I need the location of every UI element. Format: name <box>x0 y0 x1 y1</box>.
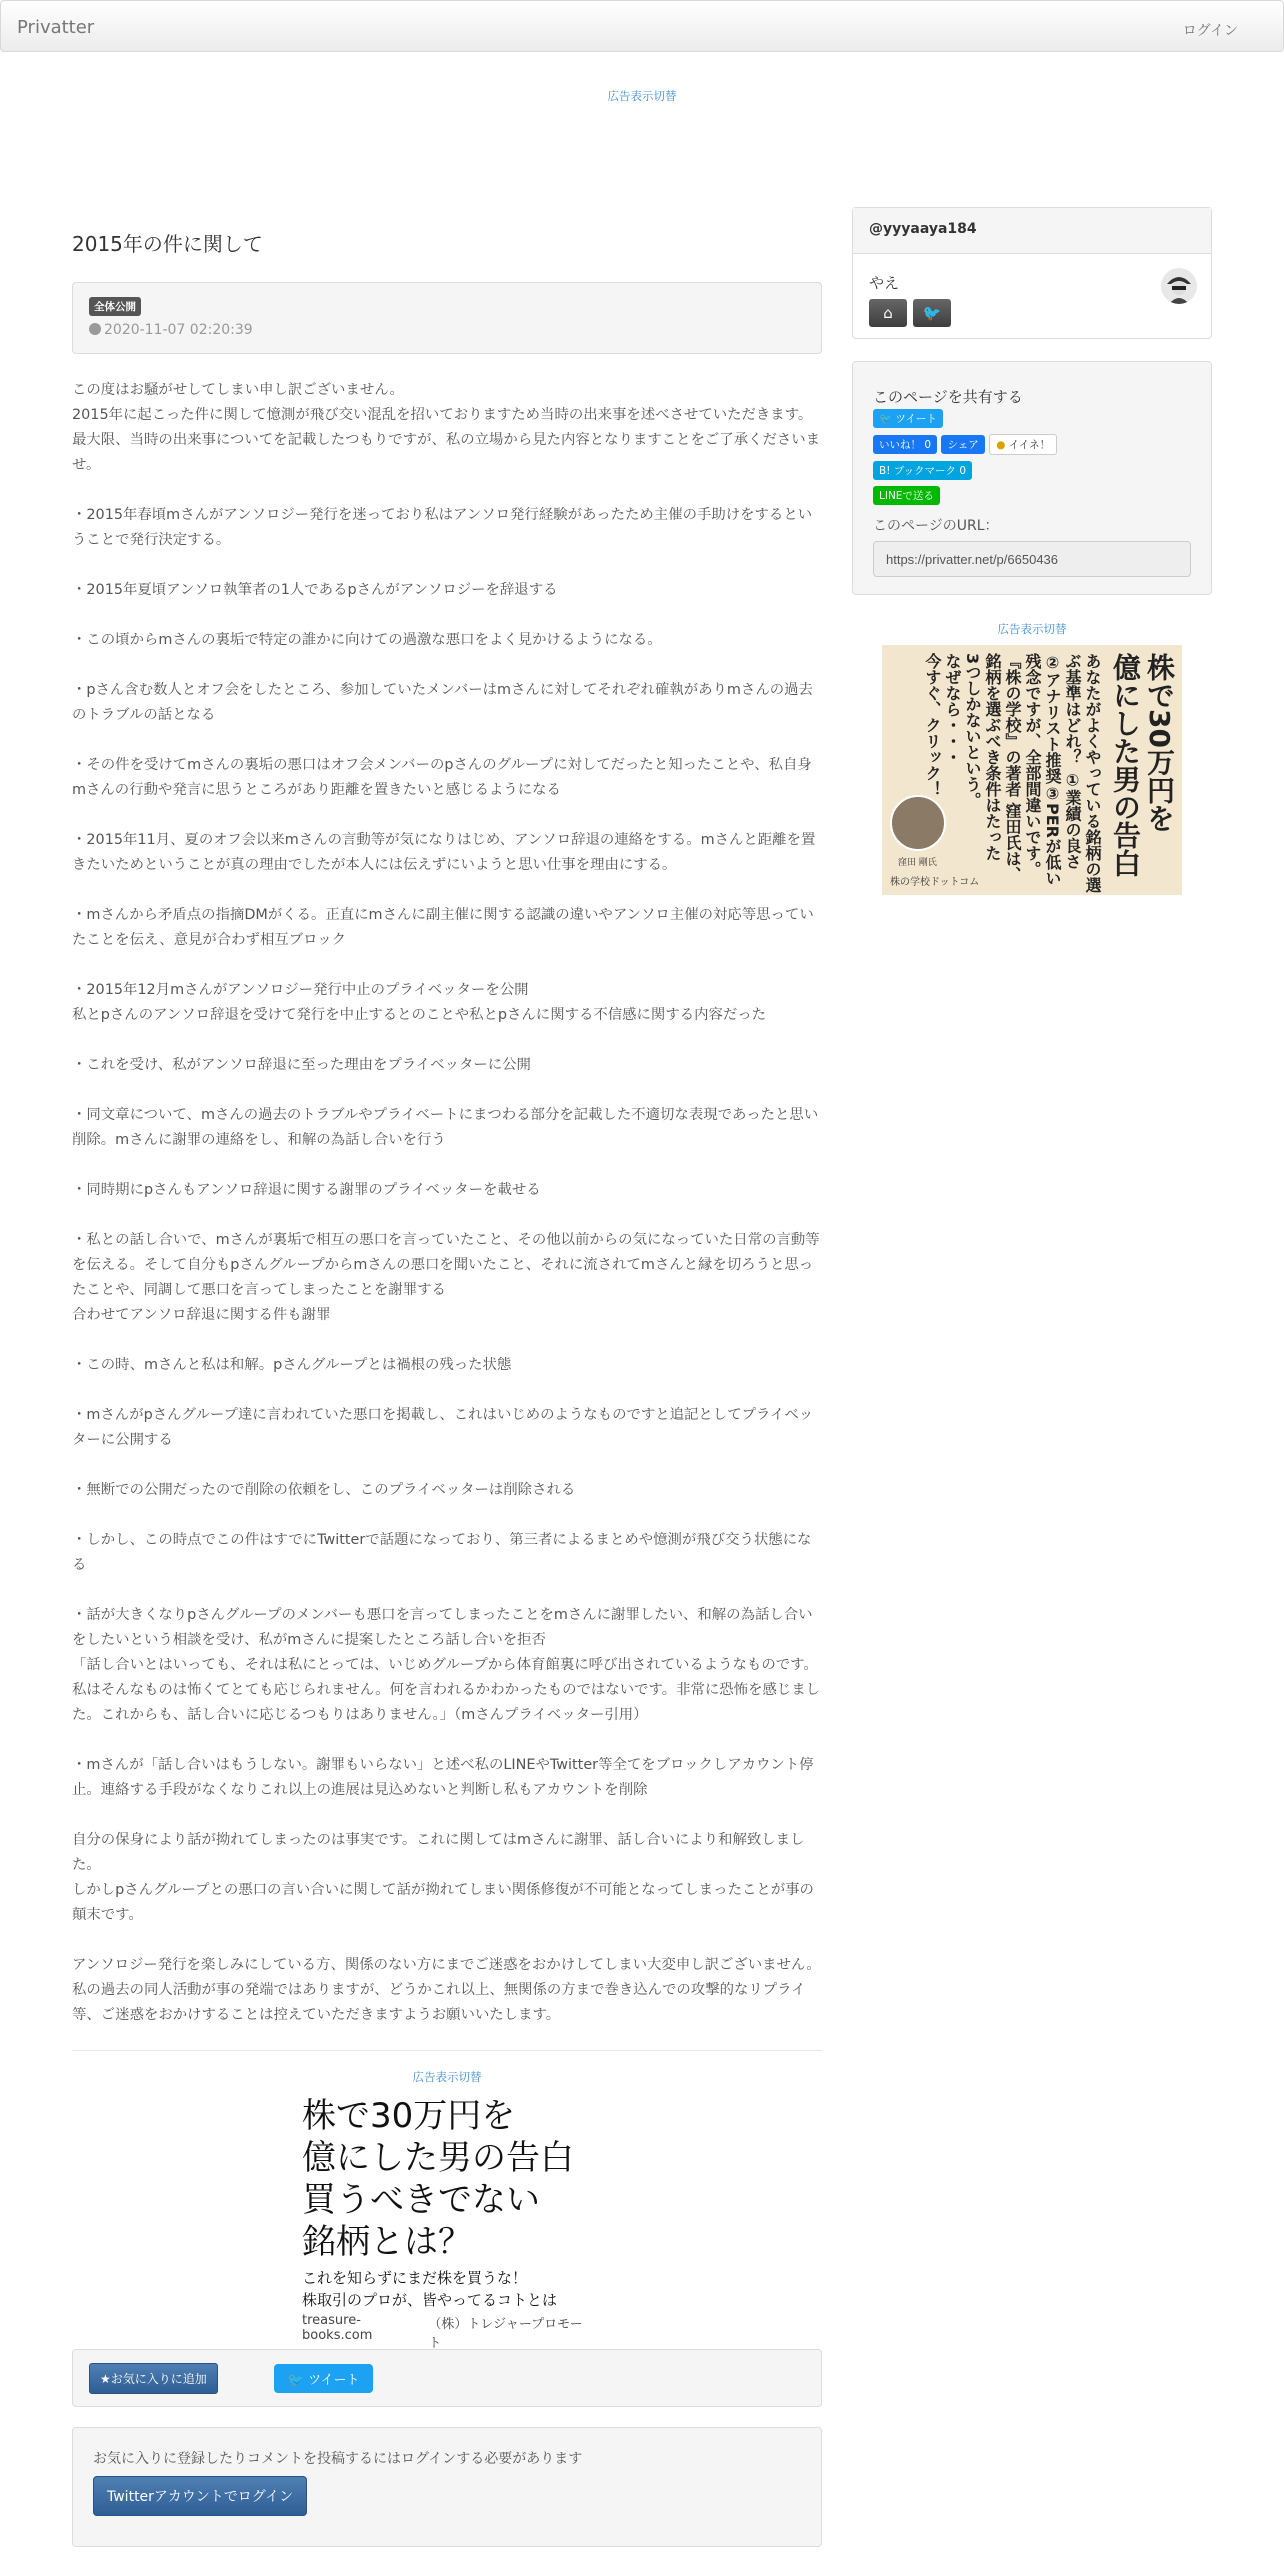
book-ad-banner[interactable] <box>302 2095 592 2351</box>
bottom-ad-area <box>72 2069 822 2351</box>
login-box <box>72 2427 822 2547</box>
side-ad-site: 株の学校ドットコム <box>890 877 980 888</box>
side-ad-copy-2: ぶ基準はどれ？ ①業績の良さ <box>1063 653 1082 870</box>
ad-company: （株）トレジャープロモート <box>428 2317 583 2351</box>
post-meta <box>72 282 822 354</box>
profile-body <box>853 254 1211 338</box>
brand-logo[interactable]: Privatter <box>17 17 95 38</box>
ad-headline-3: 買うべきでない <box>302 2180 540 2220</box>
ad-toggle-link[interactable]: 広告表示切替 <box>412 2070 482 2084</box>
mixi-icon: ● <box>996 439 1006 451</box>
hatena-count: 0 <box>959 465 967 477</box>
side-ad-banner[interactable] <box>882 645 1182 895</box>
post-timestamp <box>89 322 805 338</box>
side-ad-area <box>852 621 1212 895</box>
tweet-label: ツイート <box>308 2372 360 2388</box>
url-label: このページのURL： <box>873 518 999 534</box>
ad-subline-1: これを知らずにまだ株を買うな！ <box>302 2269 528 2287</box>
ad-headline-4: 銘柄とは？ <box>302 2222 472 2262</box>
divider <box>72 2050 822 2051</box>
side-ad-copy-3: ②アナリスト推奨③PERが低い <box>1043 653 1062 886</box>
sidebar <box>852 207 1212 895</box>
hatena-label: B! ブックマーク <box>879 465 957 477</box>
facebook-like-button[interactable]: いいね！ 0 <box>873 435 937 454</box>
ad-headline-2: 億にした男の告白 <box>302 2138 574 2178</box>
share-tweet-label: ツイート <box>895 413 937 425</box>
facebook-share-button[interactable]: シェア <box>941 435 984 454</box>
visibility-badge: 全体公開 <box>89 297 141 316</box>
mixi-check-button[interactable] <box>989 434 1057 455</box>
side-ad-headline-2: 億にした男の告白 <box>1109 653 1142 877</box>
navbar <box>0 0 1284 52</box>
side-ad-copy-6: 銘柄を選ぶべき条件はたった <box>983 653 1002 861</box>
side-ad-author: 窪田 剛氏 <box>898 858 937 868</box>
ad-site: treasure-books.com <box>302 2313 373 2343</box>
ad-headline-1: 株で30万円を <box>302 2096 516 2136</box>
favorite-label: お気に入りに追加 <box>110 2371 207 2386</box>
profile-handle[interactable]: @yyyaaya184 <box>853 208 1211 254</box>
ad-footer <box>302 2313 592 2351</box>
ad-subline-2: 株取引のプロが、皆やってるコトとは <box>302 2291 558 2309</box>
post-body: この度はお騒がせしてしまい申し訳ございません。 2015年に起こった件に関して憶測が飛び交い混乱を招いておりますため当時の出来事を述べさせていただきます。 最大限、当時の出来事についてを記載したつもりですが、私の立場から見た内容となりますことをご了承くださいませ。 ・2015年春頃mさんがアンソロジー発行を迷っており私はアンソロ発行経験があったため主催の手助けをするということで発行決定する。 ・2015年夏頃アンソロ執筆者の1人であるpさんがアンソロジーを辞退する ・この頃からmさんの裏垢で特定の誰かに向けての過激な悪口をよく見かけるようになる。 ・pさん含む数人とオフ会をしたところ、参加していたメンバーはmさんに対してそれぞれ確執がありmさんの過去のトラブルの話となる ・その件を受けてmさんの裏垢の悪口はオフ会メンバーのpさんのグループに対してだったと知ったことや、私自身mさんの行動や発言に思うところがあり距離を置きたいと感じるようになる ・2015年11月、夏のオフ会以来mさんの言動等が気になりはじめ、アンソロ辞退の連絡をする。mさんと距離を置きたいためということが真の理由でしたが本人には伝えずにいようと思い仕事を理由にする。 ・mさんから矛盾点の指摘DMがくる。正直にmさんに副主催に関する認識の違いやアンソロ主催の対応等思っていたことを伝え、意見が合わず相互ブロック ・2015年12月mさんがアンソロジー発行中止のプライベッターを公開 私とpさんのアンソロ辞退を受けて発行を中止するとのことや私とpさんに関する不信感に関する内容だった ・これを受け、私がアンソロ辞退に至った理由をプライベッターに公開 ・同文章について、mさんの過去のトラブルやプライベートにまつわる部分を記載した不適切な表現であったと思い削除。mさんに謝罪の連絡をし、和解の為話し合いを行う ・同時期にpさんもアンソロ辞退に関する謝罪のプライベッターを載せる ・私との話し合いで、mさんが裏垢で相互の悪口を言っていたこと、その他以前からの気になっていた日常の言動等を伝える。そして自分もpさんグループからmさんの悪口を聞いたこと、それに流されてmさんと縁を切ろうと思ったことや、同調して悪口を言ってしまったことを謝罪する 合わせてアンソロ辞退に関する件も謝罪 ・この時、mさんと私は和解。pさんグループとは禍根の残った状態 ・mさんがpさんグループ達に言われていた悪口を掲載し、これはいじめのようなものですと追記としてプライベッターに公開する ・無断での公開だったので削除の依頼をし、このプライベッターは削除される ・しかし、この時点でこの件はすでにTwitterで話題になっており、第三者によるまとめや憶測が飛び交う状態になる ・話が大きくなりpさんグループのメンバーも悪口を言ってしまったことをmさんに謝罪したい、和解の為話し合いをしたいという相談を受け、私がmさんに提案したところ話し合いを拒否 「話し合いとはいっても、それは私にとっては、いじめグループから体育館裏に呼び出されているようなものです。私はそんなものは怖くてとても応じられません。何を言われるかわかったものではないです。非常に恐怖を感じました。これからも、話し合いに応じるつもりはありません。」（mさんプライベッター引用） ・mさんが「話し合いはもうしない。謝罪もいらない」と述べ私のLINEやTwitter等全てをブロックしアカウント停止。連絡する手段がなくなりこれ以上の進展は見込めないと判断し私もアカウントを削除 自分の保身により話が拗れてしまったのは事実です。これに関してはmさんに謝罪、話し合いにより和解致しました。 しかしpさんグループとの悪口の言い合いに関して話が拗れてしまい関係修復が不可能となってしまったことが事の顛末です。 アンソロジー発行を楽しみにしている方、関係のない方にまでご迷惑をおかけしてしまい大変申し訳ございません。 私の過去の同人活動が事の発端ではありますが、どうかこれ以上、無関係の方まで巻き込んでの攻撃的なリプライ等、ご迷惑をおかけすることは控えていただきますようお願いいたします。 <box>72 382 821 2023</box>
side-ad-copy-4: 残念ですが、全部間違いです。 <box>1023 653 1042 877</box>
share-title: このページを共有する <box>873 388 1023 406</box>
hatena-bookmark-button[interactable] <box>873 461 972 480</box>
side-ad-copy-7: 3つしかないという。 <box>963 653 982 809</box>
clock-icon <box>89 323 101 335</box>
post-title: 2015年の件に関して <box>72 232 263 256</box>
mixi-label: イイネ！ <box>1008 439 1051 451</box>
side-ad-copy-8: なぜなら・・・ <box>943 653 962 765</box>
side-ad-copy-9: 今すぐ、クリック！ <box>923 653 942 797</box>
action-bar <box>72 2349 822 2407</box>
side-ad-headline-1: 株で30万円を <box>1143 653 1176 832</box>
avatar[interactable] <box>1161 268 1197 304</box>
twitter-icon: 🐦 <box>287 2372 309 2388</box>
twitter-icon[interactable]: 🐦 <box>913 299 951 327</box>
home-icon[interactable]: ⌂ <box>869 299 907 327</box>
display-name: やえ <box>869 274 900 292</box>
ad-toggle-link[interactable]: 広告表示切替 <box>607 89 677 103</box>
line-share-button[interactable]: LINEで送る <box>873 486 940 505</box>
login-note: お気に入りに登録したりコメントを投稿するにはログインする必要があります <box>93 2451 583 2467</box>
share-panel <box>852 361 1212 595</box>
favorite-button[interactable]: ★お気に入りに追加 <box>89 2363 218 2394</box>
tweet-button[interactable] <box>274 2364 374 2393</box>
side-ad-copy-1: あなたがよくやっている銘柄の選 <box>1083 653 1102 893</box>
timestamp-text: 2020-11-07 02:20:39 <box>104 322 253 338</box>
side-ad-copy-5: 『株の学校』の著者 窪田氏は、 <box>1003 653 1022 883</box>
share-tweet-button[interactable]: 🐦 ツイート <box>873 409 943 428</box>
main-content <box>72 210 822 2547</box>
page-url-field[interactable] <box>873 541 1191 577</box>
ad-toggle-link[interactable]: 広告表示切替 <box>997 622 1067 636</box>
author-photo <box>890 795 946 851</box>
login-link[interactable]: ログイン <box>1182 23 1238 39</box>
profile-panel <box>852 207 1212 339</box>
profile-links <box>869 299 1195 327</box>
twitter-login-button[interactable]: Twitterアカウントでログイン <box>93 2476 307 2516</box>
